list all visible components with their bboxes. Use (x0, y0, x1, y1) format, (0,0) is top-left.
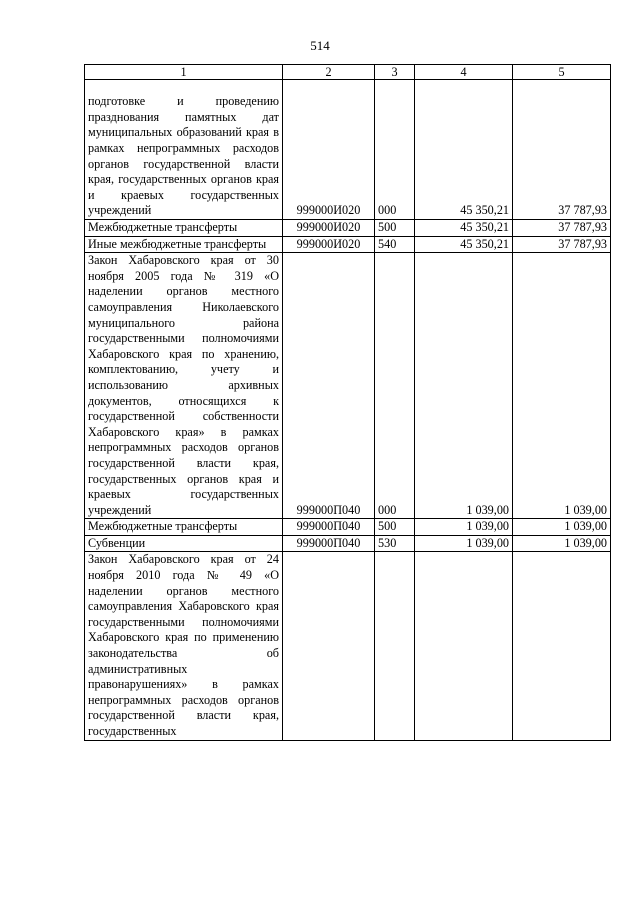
row-expense-type: 500 (375, 220, 415, 237)
table-row (85, 535, 611, 552)
row-target-code: 999000И020 (283, 220, 375, 237)
row-name: подготовке и проведению празднования памятных дат муниципальных образований края в рамках непрограммных расходов органов государственной власти края, государственных органов края и краевых государственных учреждений (85, 80, 283, 220)
row-name: Субвенции (85, 535, 283, 552)
row-sum-2: 37 787,93 (513, 236, 611, 253)
row-expense-type: 000 (375, 80, 415, 220)
row-target-code: 999000П040 (283, 253, 375, 519)
row-name: Закон Хабаровского края от 24 ноября 2010 года № 49 «О наделении органов местного самоуправления Хабаровского края государственными полномочиями Хабаровского края по применению законодательства об административных правонарушениях» в рамках непрограммных расходов органов государственной власти края, государственных (85, 552, 283, 740)
table-row (85, 519, 611, 536)
row-name: Межбюджетные трансферты (85, 519, 283, 536)
table-row (85, 552, 611, 740)
row-expense-type: 500 (375, 519, 415, 536)
table-row (85, 80, 611, 220)
row-name: Иные межбюджетные трансферты (85, 236, 283, 253)
row-sum-1: 1 039,00 (415, 253, 513, 519)
table-row (85, 253, 611, 519)
row-sum-2: 1 039,00 (513, 519, 611, 536)
row-target-code: 999000П040 (283, 519, 375, 536)
row-target-code: 999000И020 (283, 236, 375, 253)
row-expense-type: 000 (375, 253, 415, 519)
row-expense-type: 540 (375, 236, 415, 253)
row-sum-2: 37 787,93 (513, 220, 611, 237)
column-header-5: 5 (513, 65, 611, 80)
row-sum-1: 1 039,00 (415, 519, 513, 536)
row-target-code: 999000И020 (283, 80, 375, 220)
table-row (85, 236, 611, 253)
column-header-1: 1 (85, 65, 283, 80)
row-sum-2 (513, 552, 611, 740)
row-sum-1: 1 039,00 (415, 535, 513, 552)
page-number: 514 (310, 38, 330, 53)
row-target-code (283, 552, 375, 740)
row-sum-1 (415, 552, 513, 740)
column-header-3: 3 (375, 65, 415, 80)
table-row (85, 220, 611, 237)
header-row (85, 65, 611, 80)
row-sum-2: 37 787,93 (513, 80, 611, 220)
row-sum-1: 45 350,21 (415, 236, 513, 253)
row-expense-type (375, 552, 415, 740)
row-sum-1: 45 350,21 (415, 220, 513, 237)
row-name: Закон Хабаровского края от 30 ноября 2005 года № 319 «О наделении органов местного самоуправления Николаевского муниципального района государственными полномочиями Хабаровского края по хранению, комплектованию, учету и использованию архивных документов, относящихся к государственной собственности Хабаровского края» в рамках непрограммных расходов органов государственной власти края, государственных органов края и краевых государственных учреждений (85, 253, 283, 519)
column-header-4: 4 (415, 65, 513, 80)
row-sum-2: 1 039,00 (513, 535, 611, 552)
row-sum-1: 45 350,21 (415, 80, 513, 220)
row-target-code: 999000П040 (283, 535, 375, 552)
row-sum-2: 1 039,00 (513, 253, 611, 519)
row-expense-type: 530 (375, 535, 415, 552)
column-header-2: 2 (283, 65, 375, 80)
budget-table (84, 64, 611, 741)
row-name: Межбюджетные трансферты (85, 220, 283, 237)
